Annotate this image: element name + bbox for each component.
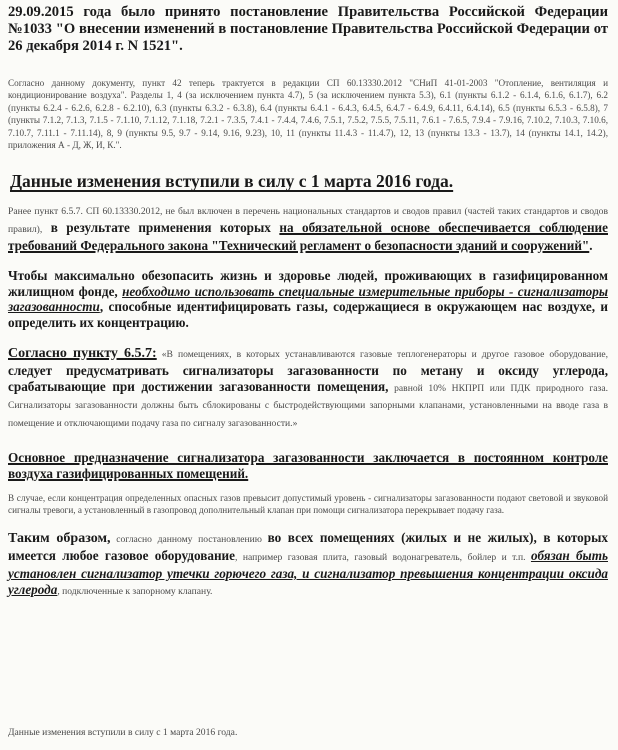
thus-small3: , подключенные к запорному клапану. (57, 585, 213, 597)
clause-655-small1: «В помещениях, в которых устанавливаются газовые теплогенераторы и другое газовое оборудование, (156, 349, 608, 361)
intro-paragraph: 29.09.2015 года было принято постановление Правительства Российской Федерации №1033 "О внесении изменений в постановление Правительства Российской Федерации от 26 декабря 2014 г. N 1521". (8, 4, 608, 54)
purpose-body: В случае, если концентрация определенных опасных газов превысит допустимый уровень - сигнализаторы загазованности подают световой и звуковой сигналы тревоги, а установленный в газопровод дополнительный клапан при помощи сигнализатора перекрывает подачу газа. (8, 492, 608, 515)
thus-small2: , например газовая плита, газовый водонагреватель, бойлер и т.п. (235, 552, 531, 564)
thus-bold: во всех помещениях (жилых и не жилых), в которых имеется любое газовое оборудование (8, 530, 608, 564)
previously-bold-text: в результате применения которых (42, 220, 280, 236)
previously-underlined-text: на обязательной основе обеспечивается соблюдение требований Федерального закона "Технический регламент о безопасности зданий и сооружений" (8, 220, 608, 254)
clause-655-small2: равной 10% НКПРП или ПДК природного газа. Сигнализаторы загазованности должны быть сблокированы с быстродействующими запорными клапанами, установленными на вводе газа в помещение и отключающими подачу газа по сигналу загазованности.» (8, 382, 608, 430)
protect-paragraph (8, 268, 608, 331)
protect-emphasis: необходимо использовать специальные измерительные приборы - сигнализаторы загазованности (8, 283, 608, 315)
previously-trailing: . (589, 238, 593, 254)
thus-lead: Таким образом, (8, 531, 111, 547)
protect-part2: , способные идентифицировать газы, содержащиеся в окружающем нас воздухе, и определить их концентрацию. (8, 299, 608, 331)
thus-emphasis: обязан быть установлен сигнализатор утечки горючего газа, и сигнализатор превышения концентрации оксида углерода (8, 548, 608, 597)
protect-part1: Чтобы максимально обезопасить жизнь и здоровье людей, проживающих в газифицированном жилищном фонде, (8, 267, 608, 299)
previously-paragraph (8, 202, 608, 253)
clause-655-paragraph (8, 345, 608, 432)
points-list-paragraph: Согласно данному документу, пункт 42 теперь трактуется в редакции СП 60.13330.2012 "СНиП 41-01-2003 "Отопление, вентиляция и кондиционирование воздуха". Разделы 1, 4 (за исключением пункта 4.7), 5 (за исключением пункта 5.3), 6.1 (пункты 6.1.2 - 6.1.4, 6.1.6, 6.1.7), 6.2 (пункты 6.2.4 - 6.2.6, 6.2.8 - 6.2.10), 6.3 (пункты 6.3.2 - 6.3.8), 6.4 (пункты 6.4.1 - 6.4.3, 6.4.5, 6.4.7 - 6.4.9, 6.4.11, 6.4.14), 6.5 (пункты 6.5.3 - 6.5.8), 7 (пункты 7.1.2, 7.1.3, 7.1.5 - 7.1.10, 7.1.12, 7.1.18, 7.2.1 - 7.3.5, 7.4.1 - 7.4.4, 7.4.6, 7.5.1, 7.5.2, 7.5.5, 7.5.11, 7.6.1 - 7.6.5, 7.9.4 - 7.9.16, 7.10.2, 7.10.3, 7.10.6, 7.10.7, 7.11.1 - 7.11.14), 8, 9 (пункты 9.5, 9.7 - 9.14, 9.16, 9.23), 10, 11 (пункты 11.4.3 - 11.4.7), 12, 13 (пункты 13.3 - 13.7), 14 (пункты 14.1, 14.2), приложения А - Д, Ж, И, К.". (8, 78, 608, 151)
effective-date-heading: Данные изменения вступили в силу с 1 марта 2016 года. (10, 171, 454, 192)
clause-655-label: Согласно пункту 6.5.7: (8, 346, 157, 362)
thus-small1: согласно данному постановлению (110, 534, 268, 546)
purpose-heading: Основное предназначение сигнализатора загазованности заключается в постоянном контроле воздуха газифицированных помещений. (8, 450, 608, 481)
clause-655-bold: следует предусматривать сигнализаторы загазованности по метану и оксиду углерода, срабатывающие при достижении загазованности помещения, (8, 362, 608, 394)
previously-small-text: Ранее пункт 6.5.7. СП 60.13330.2012, не был включен в перечень национальных стандартов и сводов правил (частей таких стандартов и сводов правил), (8, 206, 608, 236)
footer-note: Данные изменения вступили в силу с 1 марта 2016 года. (8, 727, 238, 738)
thus-paragraph (8, 530, 608, 599)
